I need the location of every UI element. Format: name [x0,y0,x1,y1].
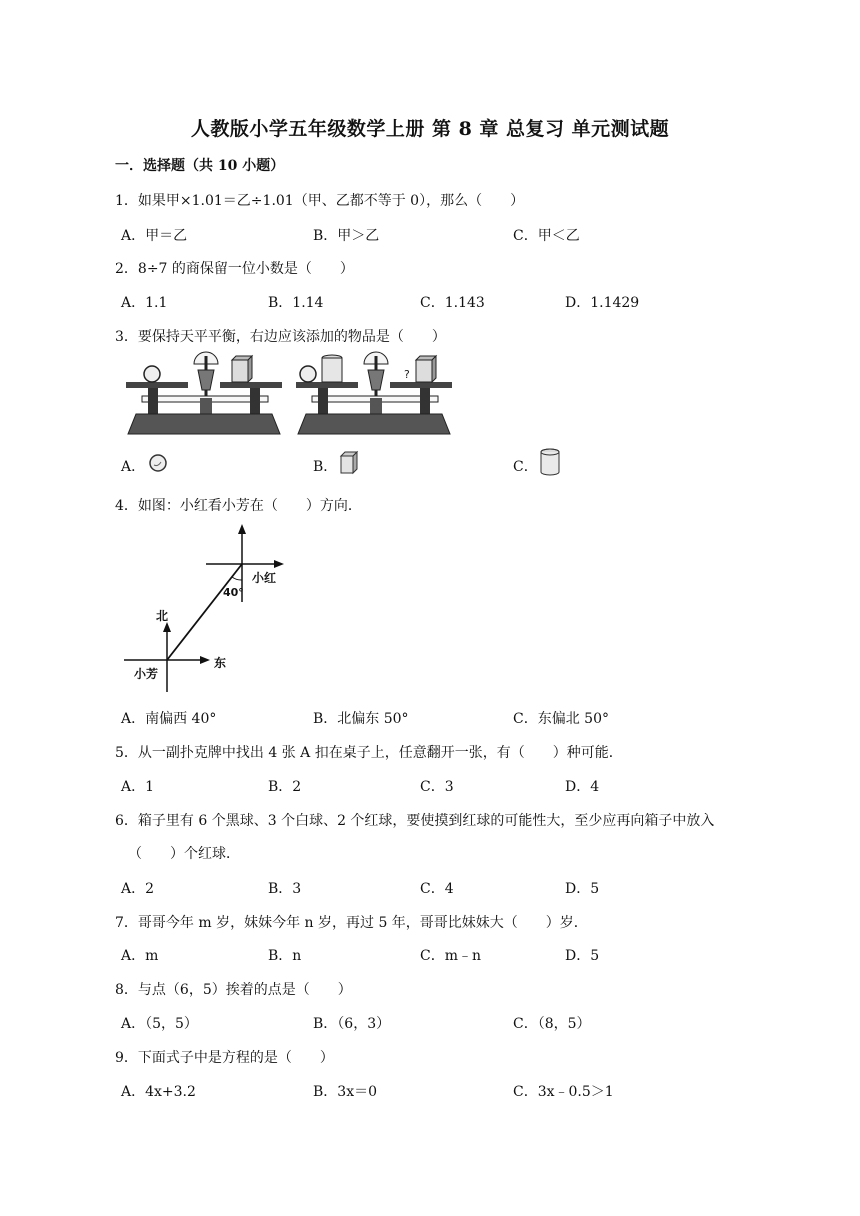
q4-option-c: C．东偏北 50° [513,711,609,727]
question-6-continued: （ ）个红球． [128,846,240,862]
q3-option-b: B． [313,459,338,475]
question-9: 9．下面式子中是方程的是（ ） [115,1050,334,1066]
xiaohong-label: 小红 [252,571,277,585]
q5-option-d: D．4 [565,779,600,795]
balance-scale-left-image [124,348,284,440]
q9-option-a: A．4x+3.2 [121,1084,196,1100]
q6-option-c: C．4 [420,881,454,897]
q8-option-b: B．（6，3） [313,1016,391,1032]
q8-option-c: C．（8，5） [513,1016,591,1032]
question-3: 3．要保持天平平衡，右边应该添加的物品是（ ） [115,329,446,345]
q6-option-d: D．5 [565,881,600,897]
section-heading: 一．选择题（共 10 小题） [115,158,285,174]
q3-option-c: C． [513,459,538,475]
q2-option-c: C．1.143 [420,295,485,311]
q3-option-a: A． [121,459,146,475]
direction-diagram [122,522,288,698]
question-8: 8．与点（6，5）挨着的点是（ ） [115,982,352,998]
cube-option-icon [338,449,360,475]
question-7: 7．哥哥今年 m 岁，妹妹今年 n 岁，再过 5 年，哥哥比妹妹大（ ）岁． [115,915,588,931]
q6-option-a: A．2 [121,881,155,897]
question-5: 5．从一副扑克牌中找出 4 张 A 扣在桌子上，任意翻开一张，有（ ）种可能． [115,745,623,761]
document-title: 人教版小学五年级数学上册 第 8 章 总复习 单元测试题 [190,118,670,140]
q9-option-c: C．3x﹣0.5＞1 [513,1084,614,1100]
q4-option-b: B．北偏东 50° [313,711,409,727]
q7-option-d: D．5 [565,948,600,964]
sphere-option-icon [148,453,168,473]
q2-option-a: A．1.1 [121,295,168,311]
q1-option-b: B．甲＞乙 [313,228,380,244]
question-6: 6．箱子里有 6 个黑球、3 个白球、2 个红球，要使摸到红球的可能性大，至少应再向箱子中放入 [115,813,715,829]
q2-option-d: D．1.1429 [565,295,640,311]
xiaofang-label: 小芳 [134,667,159,681]
q5-option-c: C．3 [420,779,454,795]
q9-option-b: B．3x＝0 [313,1084,377,1100]
q6-option-b: B．3 [268,881,302,897]
q1-option-a: A．甲＝乙 [121,228,188,244]
q4-option-a: A．南偏西 40° [121,711,217,727]
q7-option-b: B．n [268,948,302,964]
east-label: 东 [214,656,227,670]
q1-option-c: C．甲＜乙 [513,228,580,244]
q5-option-b: B．2 [268,779,302,795]
q5-option-a: A．1 [121,779,155,795]
cylinder-option-icon [538,447,562,477]
question-2: 2．8÷7 的商保留一位小数是（ ） [115,261,354,277]
q7-option-c: C．m﹣n [420,948,482,964]
question-1: 1．如果甲×1.01＝乙÷1.01（甲、乙都不等于 0），那么（ ） [115,193,525,209]
q2-option-b: B．1.14 [268,295,324,311]
question-mark-label: ? [404,368,410,381]
q8-option-a: A．（5，5） [121,1016,198,1032]
angle-label: 40° [223,586,244,599]
q7-option-a: A．m [121,948,159,964]
question-4: 4．如图：小红看小芳在（ ）方向． [115,498,362,514]
north-label: 北 [156,609,169,623]
balance-scale-right-image [294,348,454,440]
